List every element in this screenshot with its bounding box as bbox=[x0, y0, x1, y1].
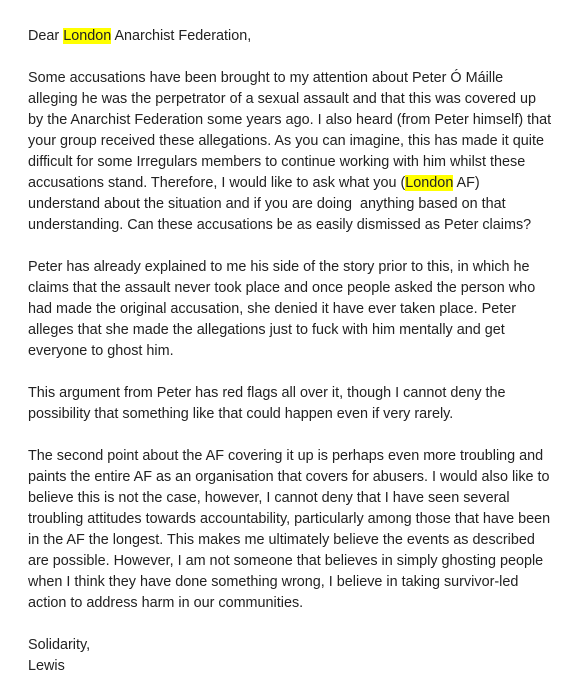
line-prefix: accusations stand. Therefore, I would like to ask what you ( bbox=[28, 175, 406, 191]
paragraph-line: troubling attitudes towards accountability, particularly among those that have been bbox=[28, 511, 551, 527]
highlighted-london: London bbox=[63, 28, 112, 44]
paragraph-line bbox=[28, 173, 558, 194]
paragraph-line: your group received these allegations. As you can imagine, this has made it quite bbox=[28, 133, 544, 149]
paragraph-line: are possible. However, I am not someone that believes in simply ghosting people bbox=[28, 553, 544, 569]
signoff: Solidarity, bbox=[28, 637, 91, 653]
greeting-line bbox=[28, 26, 558, 47]
paragraph-accusations bbox=[28, 68, 558, 236]
paragraph-line: had made the original accusation, she denied it have ever taken place. Peter bbox=[28, 301, 516, 317]
paragraph-line: paints the entire AF as an organisation that covers for abusers. I would also like to bbox=[28, 469, 550, 485]
paragraph-line: claims that the assault never took place and once people asked the person who bbox=[28, 280, 536, 296]
paragraph-line: The second point about the AF covering it up is perhaps even more troubling and bbox=[28, 448, 544, 464]
greeting-suffix: Anarchist Federation, bbox=[111, 28, 252, 44]
paragraph-cover-up bbox=[28, 446, 558, 614]
paragraph-line: Some accusations have been brought to my attention about Peter Ó Máille bbox=[28, 70, 504, 86]
letter-document bbox=[28, 26, 558, 698]
paragraph-red-flags bbox=[28, 383, 558, 425]
paragraph-line: difficult for some Irregulars members to continue working with him whilst these bbox=[28, 154, 526, 170]
paragraph-line: when I think they have done something wrong, I believe in taking survivor-led bbox=[28, 574, 519, 590]
greeting-prefix: Dear bbox=[28, 28, 64, 44]
signature-name: Lewis bbox=[28, 658, 65, 674]
paragraph-line: by the Anarchist Federation some years ago. I also heard (from Peter himself) that bbox=[28, 112, 552, 128]
paragraph-line: understanding. Can these accusations be as easily dismissed as Peter claims? bbox=[28, 217, 532, 233]
paragraph-line: everyone to ghost him. bbox=[28, 343, 174, 359]
line-suffix: AF) bbox=[453, 175, 480, 191]
paragraph-line: believe this is not the case, however, I cannot deny that I have seen several bbox=[28, 490, 510, 506]
paragraph-line: understand about the situation and if you are doing anything based on that bbox=[28, 196, 506, 212]
paragraph-line: This argument from Peter has red flags all over it, though I cannot deny the bbox=[28, 385, 506, 401]
highlighted-london: London bbox=[405, 175, 454, 191]
paragraph-line: Peter has already explained to me his side of the story prior to this, in which he bbox=[28, 259, 530, 275]
closing-block bbox=[28, 635, 558, 677]
paragraph-line: action to address harm in our communities. bbox=[28, 595, 304, 611]
paragraph-line: in the AF the longest. This makes me ultimately believe the events as described bbox=[28, 532, 535, 548]
paragraph-peter-side bbox=[28, 257, 558, 362]
paragraph-line: possibility that something like that could happen even if very rarely. bbox=[28, 406, 454, 422]
paragraph-line: alleges that she made the allegations just to fuck with him mentally and get bbox=[28, 322, 505, 338]
paragraph-line: alleging he was the perpetrator of a sexual assault and that this was covered up bbox=[28, 91, 536, 107]
